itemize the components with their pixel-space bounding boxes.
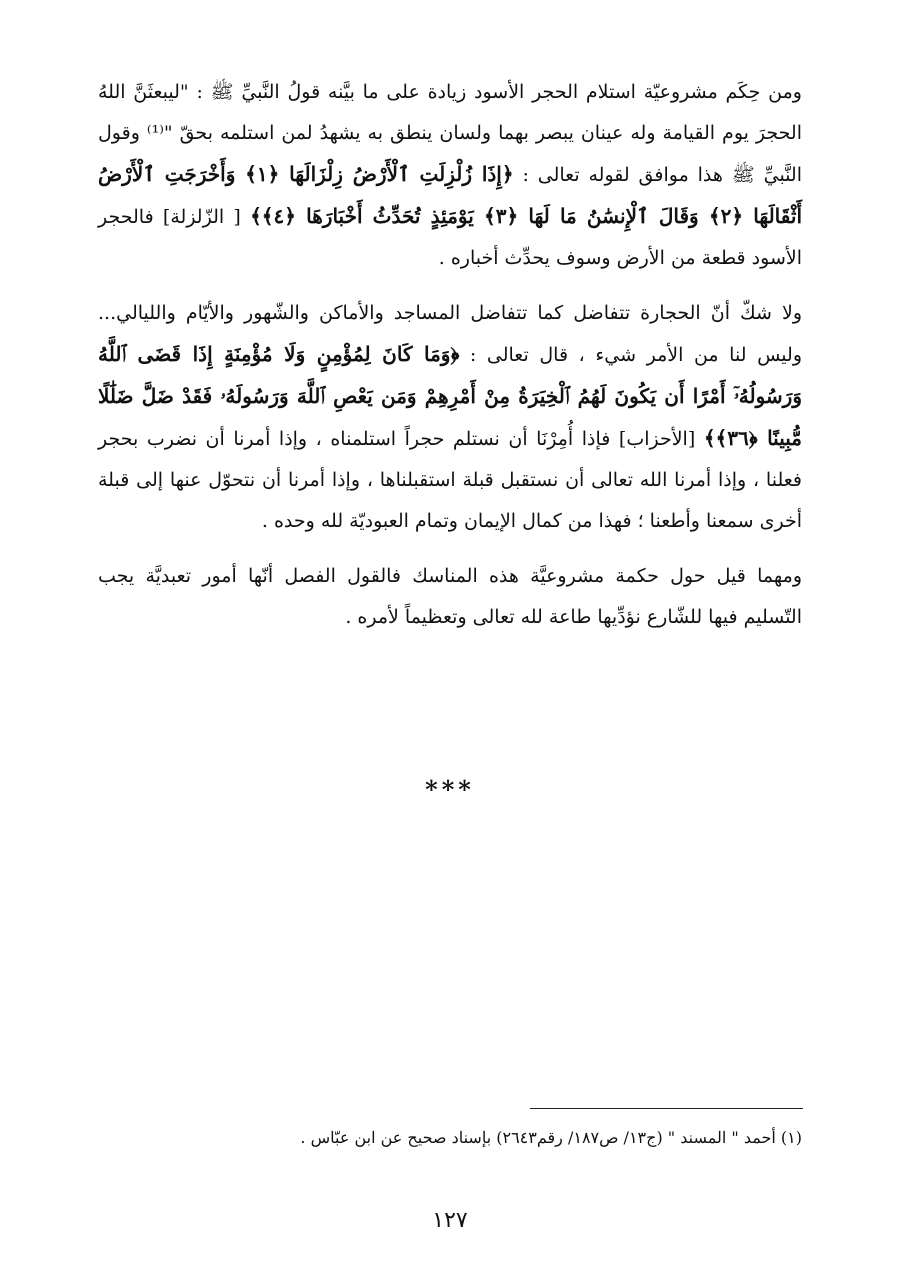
p2-tail: [الأحزاب] فإذا أُمِرْنَا أن نستلم حجراً استلمناه ، وإذا أمرنا أن نضرب بحجر فعلنا ، وإذا أمرنا الله تعالى أن نستقبل قبلة استقبلناها ، وإذا أمرنا أن نتحوّل عنها إلى قبلة أخرى سمعنا وأطعنا ؛ فهذا من كمال الإيمان وتمام العبوديّة لله وحده . xyxy=(98,428,802,532)
p2-lead: ولا شكّ أنّ الحجارة تتفاضل كما تتفاضل المساجد والأماكن والشّهور والأيّام والليالي... وليس لنا من الأمر شيء ، قال تعالى : xyxy=(98,302,802,366)
page-number: ١٢٧ xyxy=(432,1208,468,1233)
p1-tail: [ الزّلزلة] فالحجر الأسود قطعة من الأرض وسوف يحدِّث أخباره . xyxy=(98,206,802,269)
paragraph-1 xyxy=(98,72,802,279)
footnote-divider xyxy=(530,1108,803,1109)
section-separator: *** xyxy=(425,775,475,804)
quran-verse-zalzala: ﴿إِذَا زُلْزِلَتِ ٱلْأَرْضُ زِلْزَالَهَا ﴿١﴾ وَأَخْرَجَتِ ٱلْأَرْضُ أَثْقَالَهَا ﴿٢﴾ وَقَالَ ٱلْإِنسَٰنُ مَا لَهَا ﴿٣﴾ يَوْمَئِذٍ تُحَدِّثُ أَخْبَارَهَا ﴿٤﴾﴾ xyxy=(98,162,802,228)
hadith-quote: "ليبعثَنَّ اللهُ الحجرَ يوم القيامة وله عينان يبصر بهما ولسان ينطق به يشهدُ لمن استلمه بحقّ "⁽¹⁾ xyxy=(98,81,802,144)
quran-verse-ahzab: ﴿وَمَا كَانَ لِمُؤْمِنٍ وَلَا مُؤْمِنَةٍ إِذَا قَضَى ٱللَّهُ وَرَسُولُهُۥٓ أَمْرًا أَن يَكُونَ لَهُمُ ٱلْخِيَرَةُ مِنْ أَمْرِهِمْ وَمَن يَعْصِ ٱللَّهَ وَرَسُولَهُۥ فَقَدْ ضَلَّ ضَلَٰلًا مُّبِينًا ﴿٣٦﴾﴾ xyxy=(98,342,802,450)
paragraph-3: ومهما قيل حول حكمة مشروعيَّة هذه المناسك فالقول الفصل أنّها أمور تعبديَّة يجب التّسليم فيها للشّارع نؤدِّيها طاعة لله تعالى وتعظيماً لأمره . xyxy=(98,565,802,628)
paragraph-2 xyxy=(98,293,802,542)
p1-intro: ومن حِكَم مشروعيّة استلام الحجر الأسود زيادة على ما بيَّنه قولُ النَّبيِّ ﷺ : xyxy=(196,81,802,103)
p1-lead: وقول النَّبيِّ ﷺ هذا موافق لقوله تعالى : xyxy=(98,122,802,186)
page-body xyxy=(98,72,802,638)
footnote: (١) أحمد " المسند " (ج١٣/ ص١٨٧/ رقم٢٦٤٣) بإسناد صحيح عن ابن عبّاس . xyxy=(300,1128,802,1147)
